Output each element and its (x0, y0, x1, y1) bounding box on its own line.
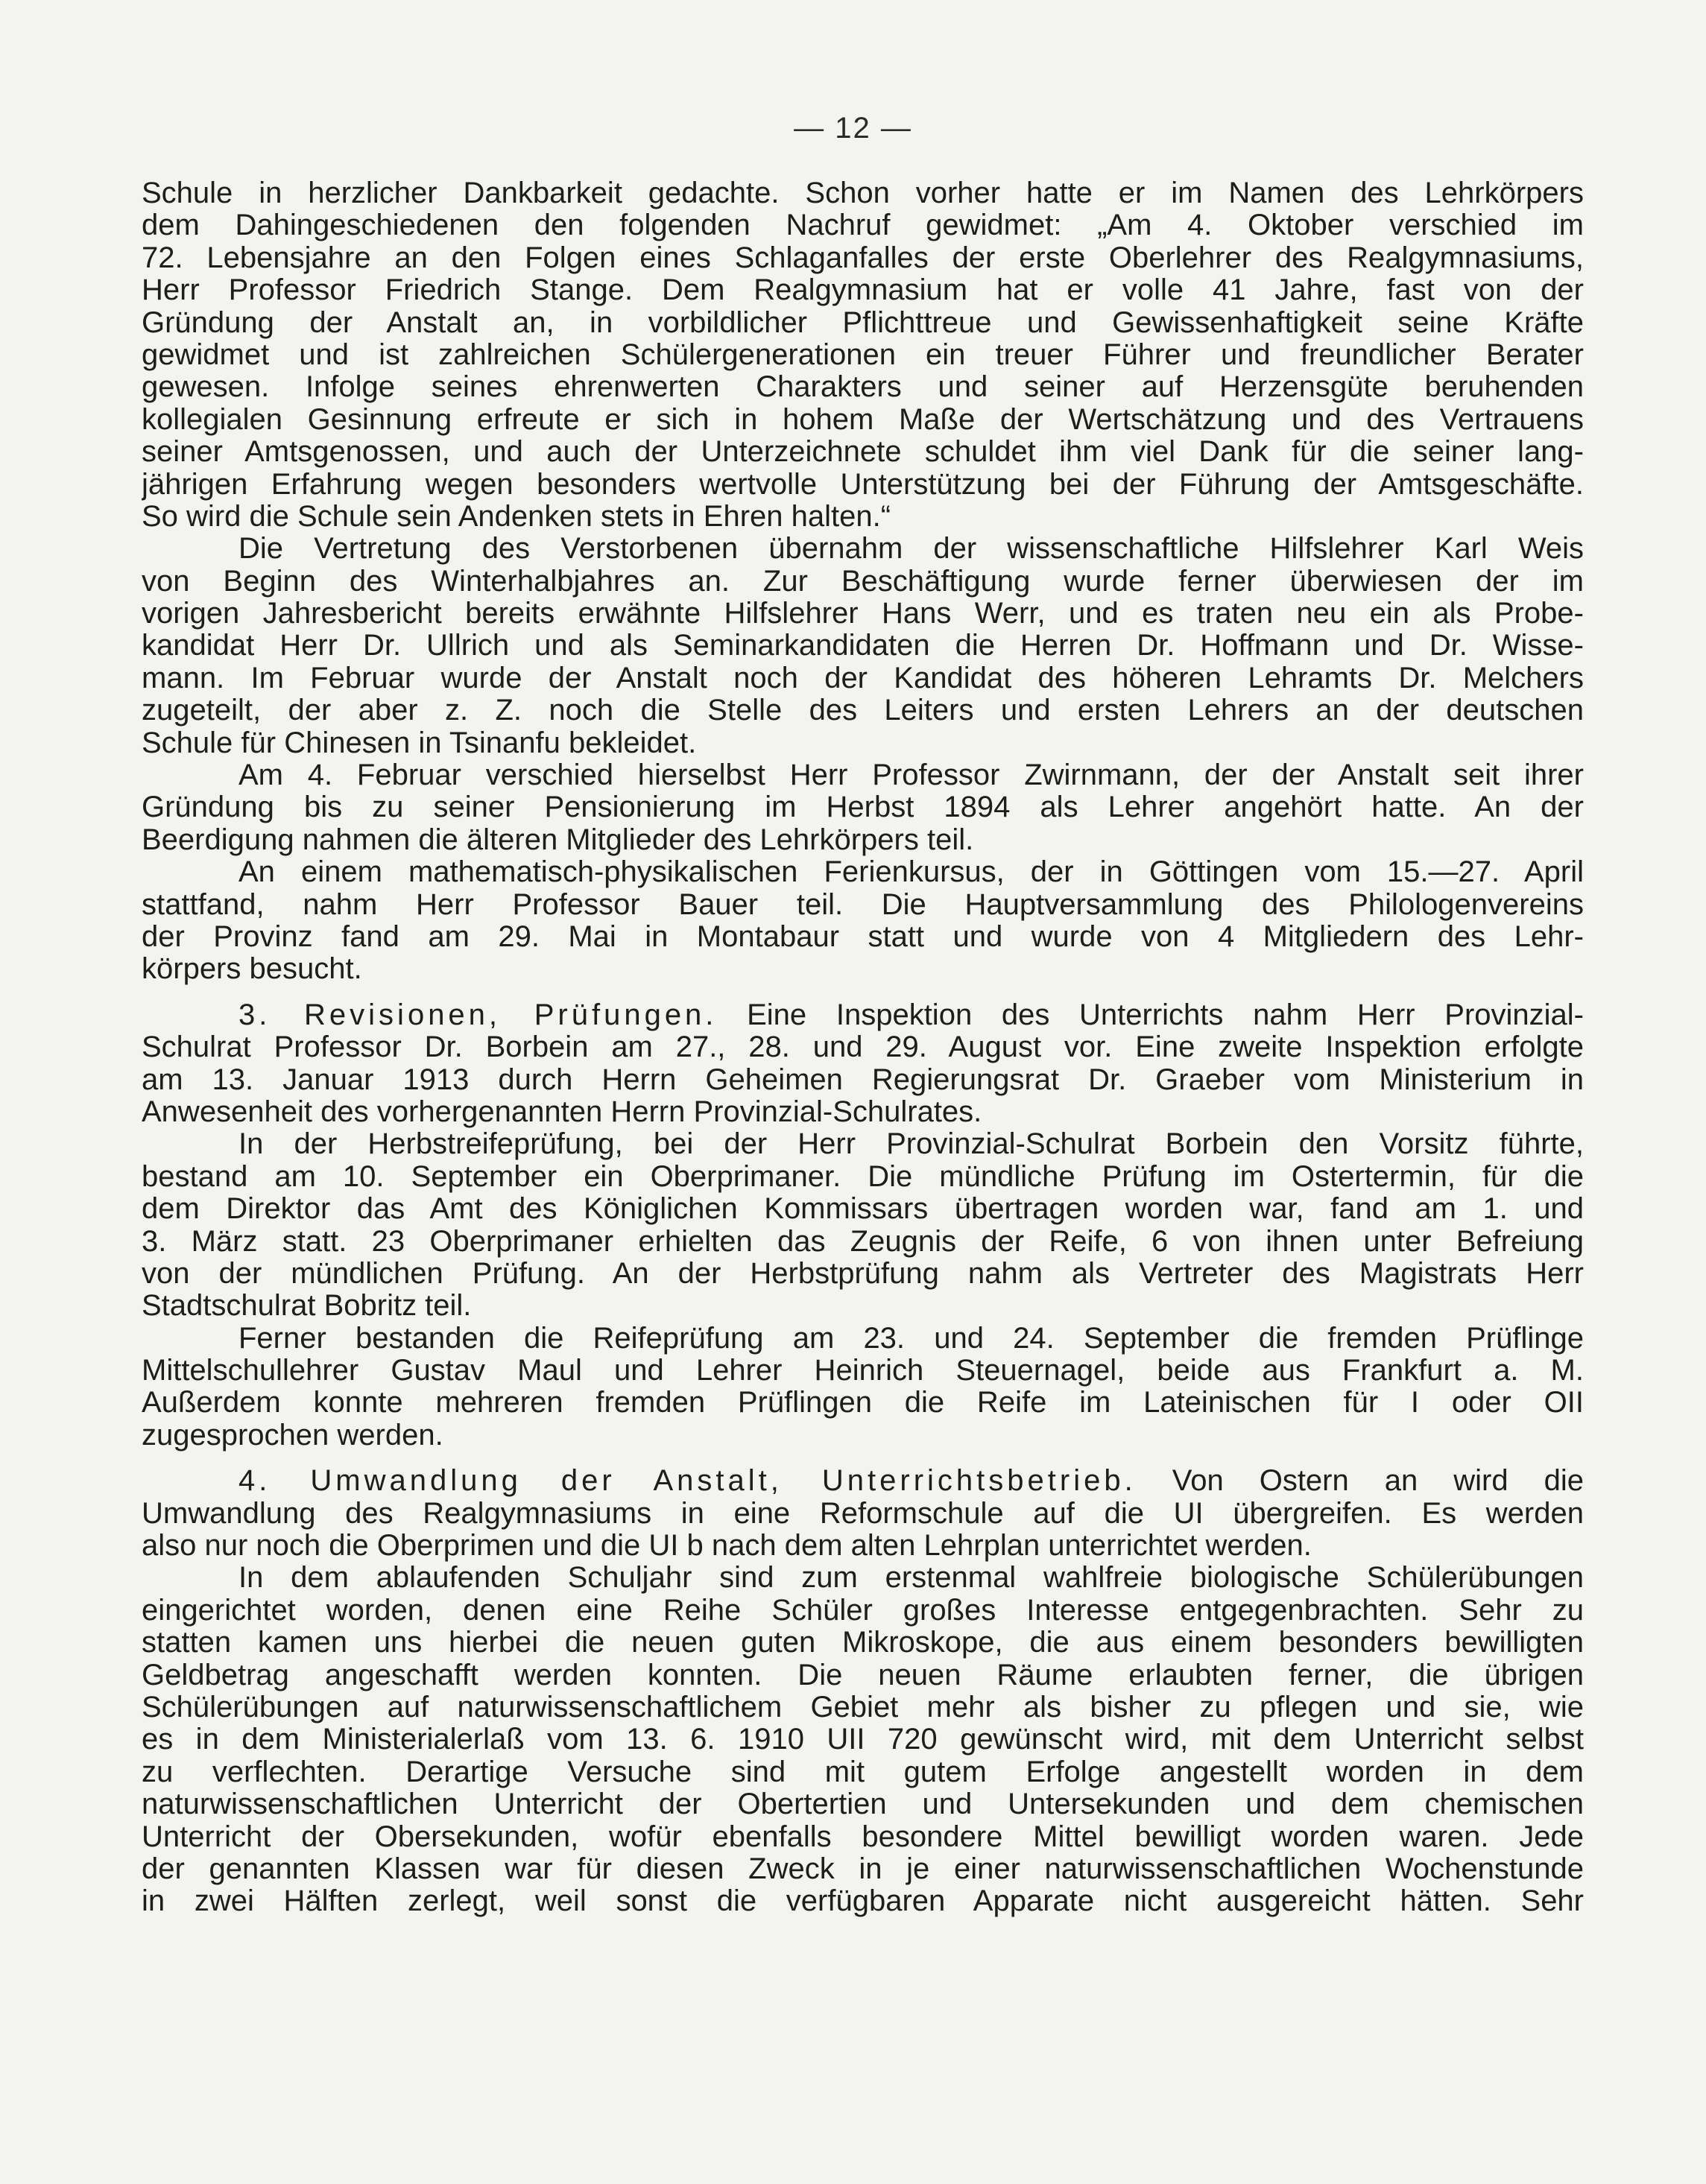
text-line: statten kamen uns hierbei die neuen guten Mikroskope, die aus einem besonders bewilligten (142, 1627, 1584, 1659)
text-line: jährigen Erfahrung wegen besonders wertvolle Unterstützung bei der Führung der Amtsgeschäfte. (142, 468, 1584, 501)
text-line: Gründung bis zu seiner Pensionierung im Herbst 1894 als Lehrer angehört hatte. An der (142, 791, 1584, 824)
section-umwandlung (142, 1465, 1584, 1562)
text-line: 72. Lebensjahre an den Folgen eines Schlaganfalles der erste Oberlehrer des Realgymnasiums, (142, 241, 1584, 274)
section-heading-continuation: Von Ostern an wird die (1172, 1465, 1584, 1498)
text-line: Am 4. Februar verschied hierselbst Herr Professor Zwirnmann, der der Anstalt seit ihrer (238, 759, 1584, 792)
text-line: 3. März statt. 23 Oberprimaner erhielten das Zeugnis der Reife, 6 von ihnen unter Befreiung (142, 1225, 1584, 1258)
text-line: von Beginn des Winterhalbjahres an. Zur Beschäftigung wurde ferner überwiesen der im (142, 565, 1584, 598)
text-line: dem Dahingeschiedenen den folgenden Nachruf gewidmet: „Am 4. Oktober verschied im (142, 209, 1584, 242)
text-line (142, 999, 1584, 1031)
section-gap (142, 986, 1584, 999)
text-line: Herr Professor Friedrich Stange. Dem Realgymnasium hat er volle 41 Jahre, fast von der (142, 274, 1584, 307)
paragraph-vertretung (142, 533, 1584, 759)
section-gap (142, 1452, 1584, 1465)
text-line: In dem ablaufenden Schuljahr sind zum erstenmal wahlfreie biologische Schülerübungen (238, 1562, 1584, 1595)
text-line: am 13. Januar 1913 durch Herrn Geheimen Regierungsrat Dr. Graeber vom Ministerium in (142, 1063, 1584, 1096)
text-line: gewesen. Infolge seines ehrenwerten Charakters und seiner auf Herzensgüte beruhenden (142, 371, 1584, 404)
text-line: zugeteilt, der aber z. Z. noch die Stelle des Leiters und ersten Lehrers an der deutschen (142, 694, 1584, 727)
paragraph-zwirnmann (142, 759, 1584, 856)
text-line: Geldbetrag angeschafft werden konnten. Die neuen Räume erlaubten ferner, die übrigen (142, 1659, 1584, 1691)
text-line: dem Direktor das Amt des Königlichen Kommissars übertragen worden war, fand am 1. und (142, 1193, 1584, 1226)
text-line: An einem mathematisch-physikalischen Ferienkursus, der in Göttingen vom 15.—27. April (238, 856, 1584, 889)
text-line: der Provinz fand am 29. Mai in Montabaur statt und wurde von 4 Mitgliedern des Lehr- (142, 920, 1584, 953)
text-line: Anwesenheit des vorhergenannten Herrn Provinzial-Schulrates. (142, 1095, 982, 1128)
page-number: — 12 — (794, 112, 912, 145)
text-line: bestand am 10. September ein Oberprimaner. Die mündliche Prüfung im Ostertermin, für die (142, 1160, 1584, 1193)
text-line: Die Vertretung des Verstorbenen übernahm der wissenschaftliche Hilfslehrer Karl Weis (238, 533, 1584, 566)
section-heading-continuation: Eine Inspektion des Unterrichts nahm Herr Provinzial- (747, 998, 1584, 1031)
text-line: Schule in herzlicher Dankbarkeit gedachte. Schon vorher hatte er im Namen des Lehrkörpers (142, 177, 1584, 209)
text-line: Unterricht der Obersekunden, wofür ebenfalls besondere Mittel bewilligt worden waren. Jede (142, 1820, 1584, 1853)
text-line: der genannten Klassen war für diesen Zweck in je einer naturwissenschaftlichen Wochenstunde (142, 1852, 1584, 1885)
text-line: Beerdigung nahmen die älteren Mitglieder des Lehrkörpers teil. (142, 823, 974, 856)
section-heading: 4. Umwandlung der Anstalt, Unterrichtsbetrieb. (238, 1465, 1137, 1498)
text-line: zu verflechten. Derartige Versuche sind mit gutem Erfolge angestellt worden in dem (142, 1756, 1584, 1788)
text-line: Umwandlung des Realgymnasiums in eine Reformschule auf die UI übergreifen. Es werden (142, 1497, 1584, 1530)
text-line: Schülerübungen auf naturwissenschaftlichem Gebiet mehr als bisher zu pflegen und sie, wie (142, 1691, 1584, 1724)
text-line: Schulrat Professor Dr. Borbein am 27., 28. und 29. August vor. Eine zweite Inspektion erfolgte (142, 1031, 1584, 1064)
text-line: zugesprochen werden. (142, 1419, 443, 1452)
section-heading: 3. Revisionen, Prüfungen. (238, 998, 718, 1031)
text-line: In der Herbstreifeprüfung, bei der Herr Provinzial-Schulrat Borbein den Vorsitz führte, (238, 1128, 1584, 1161)
paragraph-fremde-prueflinge (142, 1323, 1584, 1452)
text-line: Außerdem konnte mehreren fremden Prüflingen die Reife im Lateinischen für I oder OII (142, 1387, 1584, 1419)
text-line: Gründung der Anstalt an, in vorbildlicher Pflichttreue und Gewissenhaftigkeit seine Kräfte (142, 306, 1584, 339)
text-line: stattfand, nahm Herr Professor Bauer teil. Die Hauptversammlung des Philologenvereins (142, 888, 1584, 921)
text-line (142, 1465, 1584, 1497)
text-line: kandidat Herr Dr. Ullrich und als Seminarkandidaten die Herren Dr. Hoffmann und Dr. Wisse- (142, 630, 1584, 662)
text-line: vorigen Jahresbericht bereits erwähnte Hilfslehrer Hans Werr, und es traten neu ein als Probe- (142, 598, 1584, 630)
text-line: Ferner bestanden die Reifeprüfung am 23. und 24. September die fremden Prüflinge (238, 1322, 1584, 1355)
text-line: also nur noch die Oberprimen und die UI b nach dem alten Lehrplan unterrichtet werden. (142, 1530, 1312, 1563)
text-line: mann. Im Februar wurde der Anstalt noch der Kandidat des höheren Lehramts Dr. Melchers (142, 662, 1584, 694)
text-line: es in dem Ministerialerlaß vom 13. 6. 1910 UII 720 gewünscht wird, mit dem Unterricht selbst (142, 1724, 1584, 1756)
section-revisionen (142, 999, 1584, 1129)
paragraph-nachruf (142, 177, 1584, 533)
paragraph-schueleruebungen (142, 1562, 1584, 1917)
text-line: in zwei Hälften zerlegt, weil sonst die verfügbaren Apparate nicht ausgereicht hätten. Sehr (142, 1885, 1584, 1918)
text-line: körpers besucht. (142, 953, 362, 986)
text-line: kollegialen Gesinnung erfreute er sich in hohem Maße der Wertschätzung und des Vertrauens (142, 403, 1584, 436)
text-line: gewidmet und ist zahlreichen Schülergenerationen ein treuer Führer und freundlicher Berater (142, 338, 1584, 371)
text-line: Stadtschulrat Bobritz teil. (142, 1290, 472, 1323)
text-line: eingerichtet worden, denen eine Reihe Schüler großes Interesse entgegenbrachten. Sehr zu (142, 1594, 1584, 1627)
text-line: naturwissenschaftlichen Unterricht der Obertertien und Untersekunden und dem chemischen (142, 1788, 1584, 1821)
text-line: Mittelschullehrer Gustav Maul und Lehrer Heinrich Steuernagel, beide aus Frankfurt a. M. (142, 1355, 1584, 1387)
text-line: seiner Amtsgenossen, und auch der Unterzeichnete schuldet ihm viel Dank für die seiner lang- (142, 436, 1584, 469)
text-line: So wird die Schule sein Andenken stets in Ehren halten.“ (142, 500, 891, 533)
paragraph-ferienkursus (142, 856, 1584, 986)
body-text (142, 177, 1584, 1918)
text-line: Schule für Chinesen in Tsinanfu bekleidet. (142, 727, 697, 759)
paragraph-herbstreifepruefung (142, 1128, 1584, 1322)
text-line: von der mündlichen Prüfung. An der Herbstprüfung nahm als Vertreter des Magistrats Herr (142, 1257, 1584, 1290)
